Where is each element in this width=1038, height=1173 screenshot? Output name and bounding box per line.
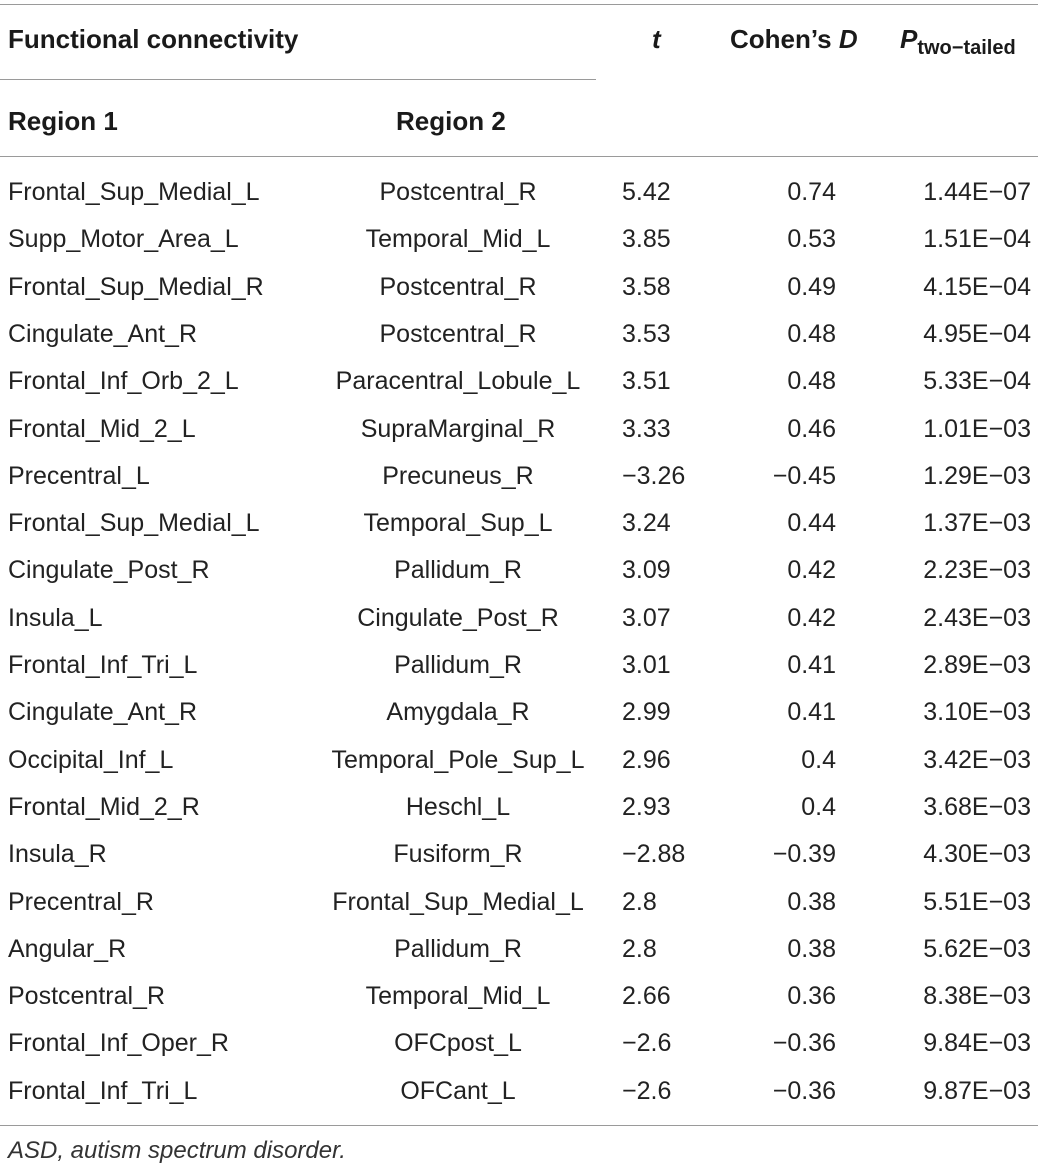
cell-cohens-d: 0.74: [787, 178, 836, 206]
cell-region-1: Frontal_Inf_Tri_L: [8, 1076, 198, 1105]
cell-p-value: 5.33E−04: [923, 367, 1031, 396]
cell-cohens-d: 0.53: [787, 225, 836, 254]
cell-cohens-d: −0.36: [772, 1029, 836, 1058]
cell-cohens-d: 0.36: [787, 982, 836, 1011]
cell-region-1: Insula_L: [8, 603, 103, 632]
cell-region-2: Pallidum_R: [394, 556, 522, 585]
table-row: [0, 500, 1038, 547]
cell-region-2: Paracentral_Lobule_L: [335, 367, 581, 396]
cell-region-1: Frontal_Sup_Medial_L: [8, 509, 260, 538]
cell-region-2: Temporal_Mid_L: [365, 982, 551, 1011]
header-p-subscript: two−tailed: [917, 37, 1016, 59]
cell-region-2: OFCpost_L: [394, 1029, 522, 1058]
cell-region-2: Frontal_Sup_Medial_L: [332, 887, 584, 916]
cell-region-2: Temporal_Mid_L: [365, 225, 551, 254]
cell-p-value: 5.62E−03: [923, 934, 1031, 963]
cell-t: −2.6: [622, 1029, 672, 1058]
table-row: [0, 311, 1038, 358]
header-region-1: Region 1: [8, 106, 118, 136]
cell-p-value: 9.87E−03: [923, 1076, 1031, 1105]
cell-p-value: 2.89E−03: [923, 651, 1031, 679]
header-cohens-d: [730, 24, 858, 54]
cell-region-1: Frontal_Inf_Oper_R: [8, 1029, 229, 1058]
table-row: [0, 973, 1038, 1020]
cell-region-1: Frontal_Mid_2_L: [8, 414, 196, 443]
cell-cohens-d: −0.36: [772, 1076, 836, 1105]
cell-t: 2.99: [622, 698, 671, 727]
bottom-rule: [0, 1125, 1038, 1126]
cell-t: −3.26: [622, 461, 686, 490]
cell-region-1: Precentral_R: [8, 887, 154, 916]
cell-cohens-d: 0.44: [787, 509, 836, 538]
cell-t: 2.93: [622, 792, 671, 821]
cell-t: −2.6: [622, 1076, 672, 1105]
cell-region-2: Pallidum_R: [394, 651, 522, 679]
cell-cohens-d: 0.42: [787, 603, 836, 632]
table-row: [0, 831, 1038, 878]
table-row: [0, 879, 1038, 926]
cell-t: 3.24: [622, 509, 671, 538]
cell-p-value: 8.38E−03: [923, 982, 1031, 1011]
header-t: [652, 24, 661, 54]
cell-region-2: Pallidum_R: [394, 934, 522, 963]
cell-region-1: Cingulate_Post_R: [8, 556, 210, 585]
cell-t: 2.8: [622, 887, 657, 916]
table-row: [0, 1068, 1038, 1115]
cell-region-1: Frontal_Mid_2_R: [8, 792, 200, 821]
cell-region-2: SupraMarginal_R: [360, 414, 556, 443]
cell-cohens-d: 0.49: [787, 272, 836, 301]
cell-region-2: Precuneus_R: [382, 461, 534, 490]
table-row: [0, 1020, 1038, 1067]
cell-cohens-d: 0.38: [787, 887, 836, 916]
cell-t: 3.58: [622, 272, 671, 301]
cell-region-1: Frontal_Inf_Orb_2_L: [8, 367, 239, 396]
cell-region-2: Amygdala_R: [386, 698, 530, 727]
cell-t: 3.33: [622, 414, 671, 443]
cell-t: 3.07: [622, 603, 671, 632]
table-row: [0, 689, 1038, 736]
cell-t: 2.8: [622, 934, 657, 963]
table-row: [0, 453, 1038, 500]
cell-region-2: Temporal_Sup_L: [363, 509, 553, 538]
cell-p-value: 1.44E−07: [923, 178, 1031, 206]
cell-cohens-d: 0.48: [787, 319, 836, 348]
cell-t: −2.88: [622, 840, 686, 869]
cell-region-2: OFCant_L: [400, 1076, 516, 1105]
cell-p-value: 5.51E−03: [923, 887, 1031, 916]
cell-region-1: Postcentral_R: [8, 982, 166, 1011]
cell-p-value: 3.68E−03: [923, 792, 1031, 821]
cell-p-value: 1.37E−03: [923, 509, 1031, 538]
header-cohens-d-letter: D: [838, 24, 858, 54]
cell-cohens-d: 0.4: [801, 792, 836, 821]
table-row: [0, 642, 1038, 689]
cell-p-value: 4.95E−04: [923, 319, 1031, 348]
cell-region-1: Precentral_L: [8, 461, 150, 490]
cell-cohens-d: 0.46: [787, 414, 836, 443]
cell-region-1: Insula_R: [8, 840, 107, 869]
cell-cohens-d: −0.45: [772, 461, 836, 490]
cell-region-1: Frontal_Sup_Medial_L: [8, 178, 260, 206]
cell-cohens-d: 0.48: [787, 367, 836, 396]
cell-region-2: Postcentral_R: [379, 178, 537, 206]
group-rule: [0, 79, 596, 80]
cell-p-value: 2.43E−03: [923, 603, 1031, 632]
table-row: [0, 737, 1038, 784]
cell-cohens-d: 0.41: [787, 698, 836, 727]
cell-region-2: Cingulate_Post_R: [357, 603, 559, 632]
cell-p-value: 3.10E−03: [923, 698, 1031, 727]
header-region-2: Region 2: [396, 106, 506, 136]
cell-region-2: Postcentral_R: [379, 272, 537, 301]
cell-region-1: Cingulate_Ant_R: [8, 698, 198, 727]
cell-region-2: Postcentral_R: [379, 319, 537, 348]
cell-p-value: 1.01E−03: [923, 414, 1031, 443]
cell-t: 3.09: [622, 556, 671, 585]
table-row: [0, 784, 1038, 831]
footnote: ASD, autism spectrum disorder.: [8, 1137, 346, 1164]
cell-region-1: Cingulate_Ant_R: [8, 319, 198, 348]
cell-cohens-d: −0.39: [772, 840, 836, 869]
cell-region-1: Supp_Motor_Area_L: [8, 225, 239, 254]
top-rule: [0, 4, 1038, 5]
cell-region-2: Heschl_L: [405, 792, 511, 821]
cell-region-2: Fusiform_R: [393, 840, 523, 869]
cell-region-1: Angular_R: [8, 934, 127, 963]
cell-t: 2.96: [622, 745, 671, 774]
cell-p-value: 4.15E−04: [923, 272, 1031, 301]
header-functional-connectivity: Functional connectivity: [8, 24, 299, 54]
cell-p-value: 1.29E−03: [923, 461, 1031, 490]
cell-region-2: Temporal_Pole_Sup_L: [331, 745, 585, 774]
table-row: [0, 216, 1038, 263]
cell-region-1: Occipital_Inf_L: [8, 745, 174, 774]
table-row: [0, 169, 1038, 216]
cell-t: 3.01: [622, 651, 671, 679]
table-row: [0, 406, 1038, 453]
cell-t: 5.42: [622, 178, 671, 206]
table-row: [0, 264, 1038, 311]
table-row: [0, 358, 1038, 405]
cell-p-value: 3.42E−03: [923, 745, 1031, 774]
cell-region-1: Frontal_Inf_Tri_L: [8, 651, 198, 679]
cell-p-value: 4.30E−03: [923, 840, 1031, 869]
header-t-label: t: [652, 24, 661, 54]
cell-t: 3.85: [622, 225, 671, 254]
cell-cohens-d: 0.4: [801, 745, 836, 774]
cell-region-1: Frontal_Sup_Medial_R: [8, 272, 264, 301]
header-p-letter: P: [900, 24, 918, 54]
cell-t: 3.53: [622, 319, 671, 348]
cell-cohens-d: 0.42: [787, 556, 836, 585]
cell-t: 2.66: [622, 982, 671, 1011]
header-p-two-tailed: [900, 24, 1016, 63]
table-row: [0, 547, 1038, 594]
table-row: [0, 926, 1038, 973]
cell-p-value: 9.84E−03: [923, 1029, 1031, 1058]
cell-cohens-d: 0.41: [787, 651, 836, 679]
header-cohens-prefix: Cohen’s: [730, 24, 839, 54]
cell-p-value: 2.23E−03: [923, 556, 1031, 585]
header-rule: [0, 156, 1038, 157]
cell-cohens-d: 0.38: [787, 934, 836, 963]
cell-p-value: 1.51E−04: [923, 225, 1031, 254]
table-row: [0, 595, 1038, 642]
cell-t: 3.51: [622, 367, 671, 396]
